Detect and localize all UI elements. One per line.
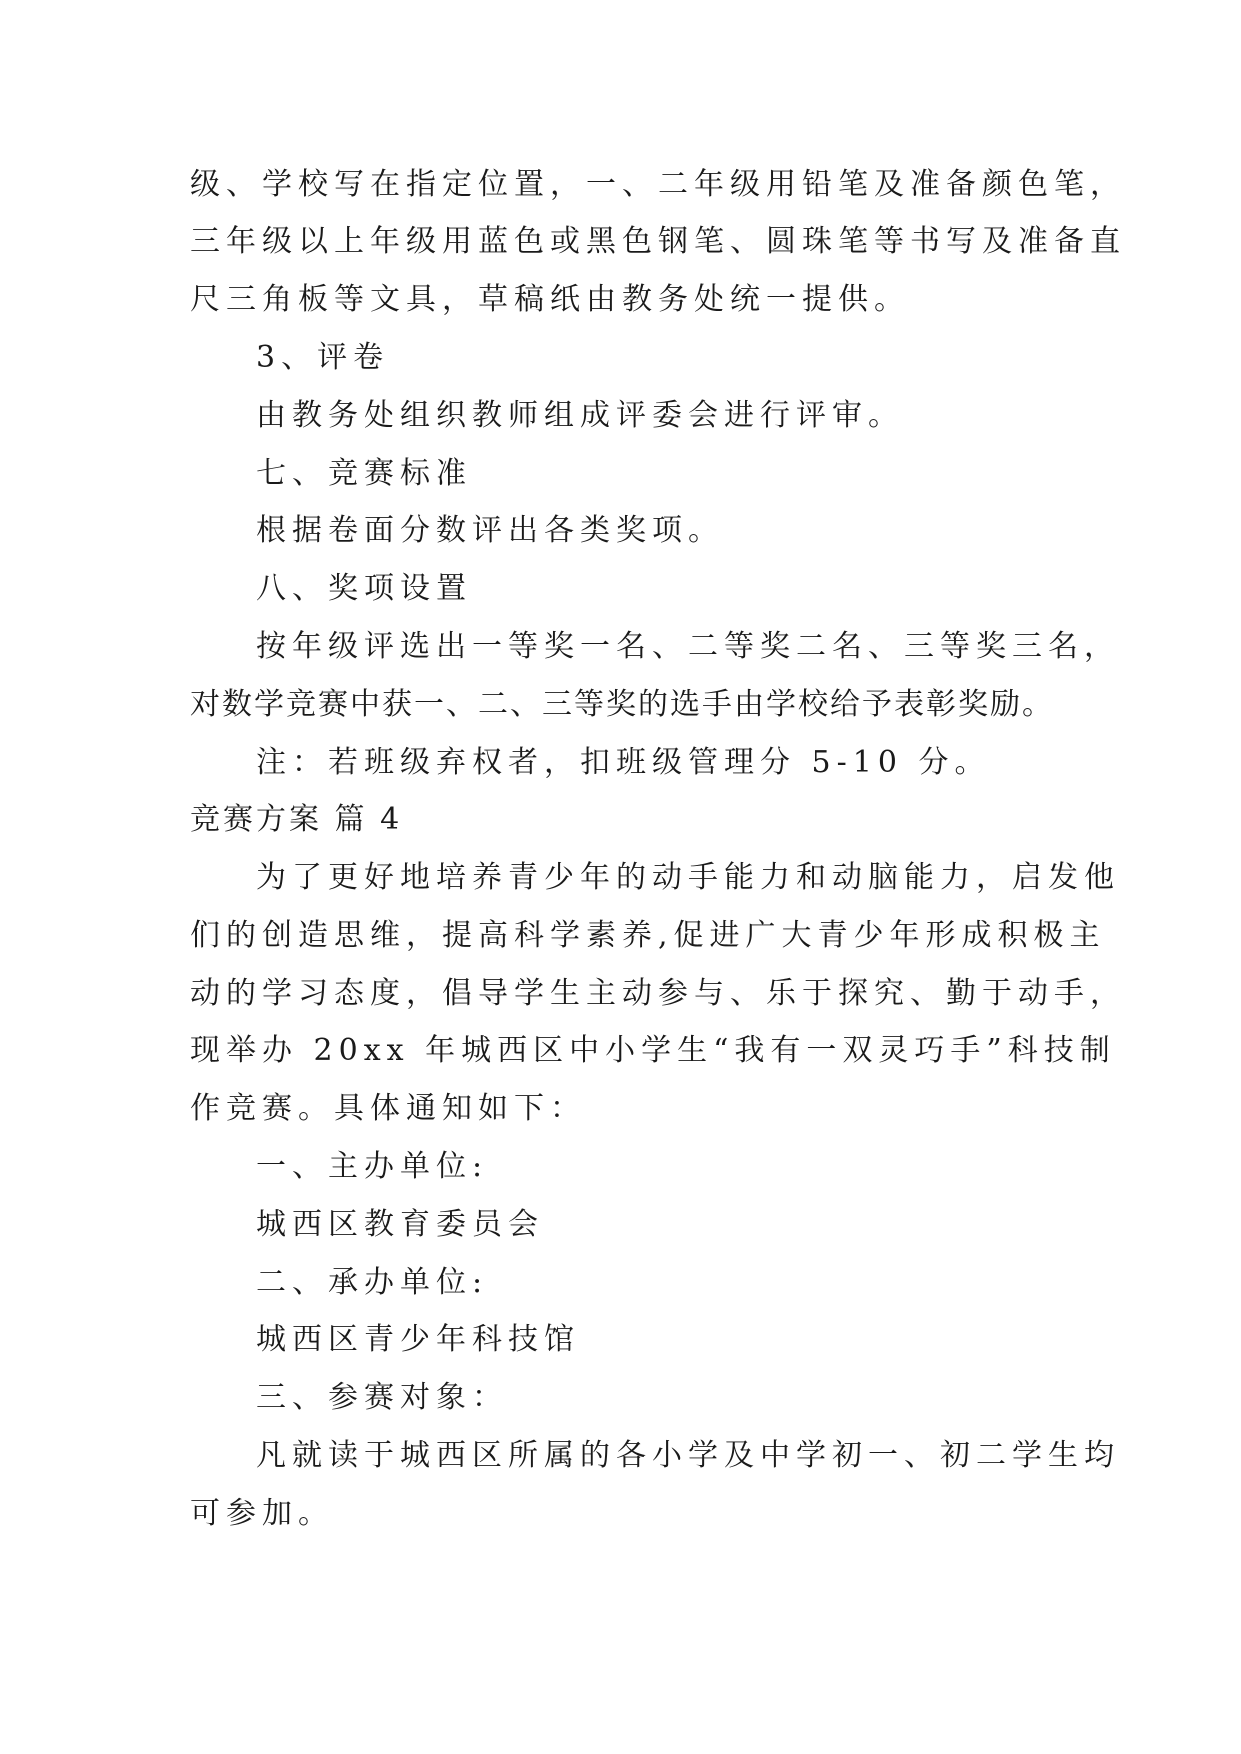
text-line: 为了更好地培养青少年的动手能力和动脑能力，启发他 [256, 860, 1120, 895]
section-heading: 七、竞赛标准 [256, 456, 472, 491]
text-line: 们的创造思维，提高科学素养,促进广大青少年形成积极主 [190, 918, 1106, 953]
text-line: 根据卷面分数评出各类奖项。 [256, 513, 724, 548]
text-line: 可参加。 [190, 1496, 334, 1531]
section-heading: 八、奖项设置 [256, 571, 472, 606]
text-line: 动的学习态度，倡导学生主动参与、乐于探究、勤于动手， [190, 976, 1126, 1011]
text-line: 作竞赛。具体通知如下： [190, 1091, 586, 1126]
text-line: 三年级以上年级用蓝色或黑色钢笔、圆珠笔等书写及准备直 [190, 224, 1126, 259]
text-line: 级、学校写在指定位置，一、二年级用铅笔及准备颜色笔， [190, 167, 1126, 202]
article-title: 竞赛方案 篇 4 [190, 802, 403, 837]
text-line: 按年级评选出一等奖一名、二等奖二名、三等奖三名， [256, 629, 1120, 664]
section-heading: 三、参赛对象： [256, 1380, 508, 1415]
section-heading: 3、评卷 [256, 340, 390, 375]
text-line: 城西区青少年科技馆 [256, 1322, 580, 1357]
text-line: 尺三角板等文具，草稿纸由教务处统一提供。 [190, 282, 910, 317]
text-line: 对数学竞赛中获一、二、三等奖的选手由学校给予表彰奖励。 [190, 687, 1054, 722]
text-line: 现举办 20xx 年城西区中小学生“我有一双灵巧手”科技制 [190, 1033, 1116, 1068]
text-line: 城西区教育委员会 [256, 1207, 544, 1242]
note-line: 注：若班级弃权者，扣班级管理分 5-10 分。 [256, 745, 991, 780]
text-line: 凡就读于城西区所属的各小学及中学初一、初二学生均 [256, 1438, 1120, 1473]
text-line: 由教务处组织教师组成评委会进行评审。 [256, 398, 904, 433]
section-heading: 一、主办单位: [256, 1149, 489, 1184]
section-heading: 二、承办单位: [256, 1265, 489, 1300]
